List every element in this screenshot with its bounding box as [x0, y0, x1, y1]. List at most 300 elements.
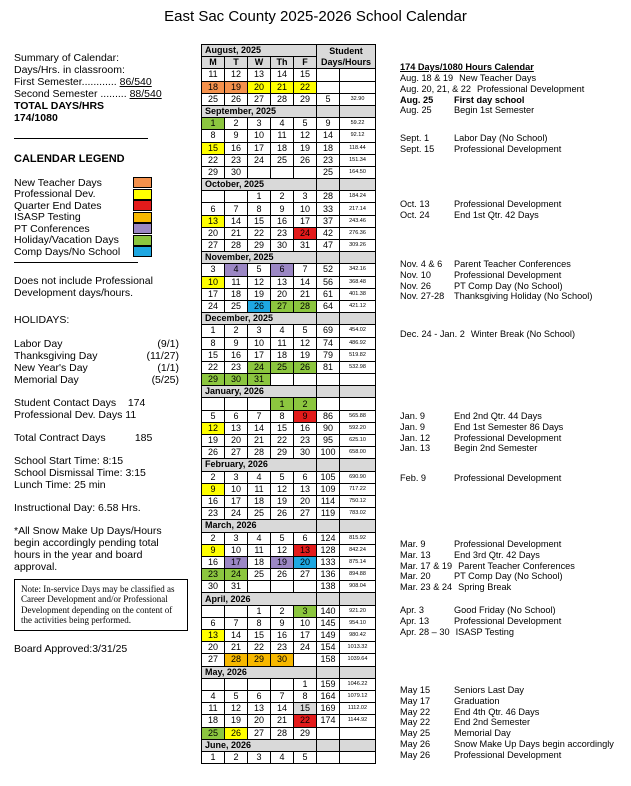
day-cell: [294, 654, 317, 666]
day-cell: 29: [248, 240, 271, 252]
event-item: [400, 73, 584, 84]
day-cell: 15: [202, 142, 225, 154]
day-cell: 23: [294, 435, 317, 447]
day-header: Th: [271, 57, 294, 69]
legend: [14, 177, 152, 258]
event-text: Parent Teacher Conferences: [458, 560, 575, 571]
holiday-item: [14, 374, 179, 386]
day-cell: 19: [225, 81, 248, 93]
student-cell: [317, 666, 340, 678]
legend-label: Professional Dev.: [14, 188, 96, 201]
day-cell: 11: [248, 483, 271, 495]
day-cell: 25: [271, 154, 294, 166]
second-semester-row: [14, 88, 196, 100]
student-days-count: 5: [317, 93, 340, 105]
student-days-count: 90: [317, 422, 340, 434]
day-cell: 23: [202, 508, 225, 520]
legend-item: [14, 223, 152, 235]
event-text: End 1st Semester 86 Days: [454, 421, 564, 432]
day-cell: 27: [202, 654, 225, 666]
hours-total: 815.92: [340, 532, 376, 544]
day-cell: [248, 581, 271, 593]
day-cell: 9: [294, 410, 317, 422]
student-days-count: 145: [317, 617, 340, 629]
day-cell: 29: [248, 654, 271, 666]
legend-swatch: [133, 223, 152, 234]
student-days-count: 28: [317, 191, 340, 203]
day-cell: 13: [294, 544, 317, 556]
holiday-date: (11/27): [146, 349, 179, 362]
day-cell: 18: [248, 556, 271, 568]
hours-total: 519.82: [340, 349, 376, 361]
day-cell: [225, 398, 248, 410]
day-cell: 19: [248, 288, 271, 300]
day-cell: 3: [248, 118, 271, 130]
day-cell: 2: [271, 191, 294, 203]
day-cell: 15: [271, 422, 294, 434]
day-cell: 24: [294, 227, 317, 239]
hours-total: 565.88: [340, 410, 376, 422]
event-text: End 2nd Semester: [454, 717, 531, 728]
student-days-count: 114: [317, 495, 340, 507]
student-days-count: 158: [317, 654, 340, 666]
prof-days-value: 11: [125, 408, 137, 421]
summary-subheading: Days/Hrs. in classroom:: [14, 64, 125, 76]
hours-total: 217.14: [340, 203, 376, 215]
event-date: May 26: [400, 749, 431, 760]
event-date: Apr. 3: [400, 605, 425, 615]
event-date: Sept. 1: [400, 133, 430, 143]
event-text: Parent Teacher Conferences: [454, 259, 571, 269]
hours-total: 164.50: [340, 166, 376, 178]
legend-label: PT Conferences: [14, 222, 90, 235]
student-days-count: 52: [317, 264, 340, 276]
day-cell: 12: [271, 544, 294, 556]
event-date: Dec. 24 - Jan. 2: [400, 329, 465, 339]
holiday-name: Memorial Day: [14, 373, 79, 386]
day-cell: 11: [202, 69, 225, 81]
day-cell: 1: [271, 398, 294, 410]
event-date: May 25: [400, 728, 431, 739]
day-cell: 2: [202, 471, 225, 483]
day-cell: 15: [248, 215, 271, 227]
student-days-count: [317, 751, 340, 763]
day-cell: 21: [225, 642, 248, 654]
day-cell: 13: [294, 483, 317, 495]
hours-total: 1039.64: [340, 654, 376, 666]
event-text: Labor Day (No School): [454, 133, 548, 143]
hours-cell: [340, 386, 376, 398]
day-cell: 20: [271, 288, 294, 300]
student-days-count: [317, 69, 340, 81]
legend-label: Holiday/Vacation Days: [14, 234, 119, 247]
hours-total: [340, 398, 376, 410]
legend-item: [14, 235, 152, 247]
day-cell: 26: [294, 361, 317, 373]
day-cell: 27: [294, 508, 317, 520]
day-cell: 4: [225, 264, 248, 276]
day-cell: 28: [294, 300, 317, 312]
day-cell: [202, 398, 225, 410]
day-cell: [225, 191, 248, 203]
second-semester-label: Second Semester .........: [14, 88, 127, 100]
student-days-count: 169: [317, 703, 340, 715]
student-days-count: 23: [317, 154, 340, 166]
day-cell: 26: [271, 569, 294, 581]
event-item: [400, 707, 614, 718]
day-cell: 19: [294, 142, 317, 154]
day-cell: 12: [271, 483, 294, 495]
day-cell: 30: [225, 166, 248, 178]
day-cell: 10: [225, 544, 248, 556]
day-cell: 20: [294, 495, 317, 507]
month-header: September, 2025: [202, 105, 317, 117]
hours-total: [340, 751, 376, 763]
day-cell: 4: [248, 471, 271, 483]
student-days-count: 133: [317, 556, 340, 568]
student-days-count: 149: [317, 630, 340, 642]
event-date: Sept. 15: [400, 143, 435, 154]
holiday-item: [14, 362, 179, 374]
month-header: February, 2026: [202, 459, 317, 471]
event-date: Feb. 9: [400, 473, 427, 483]
event-item: [400, 259, 592, 270]
holiday-date: (5/25): [151, 373, 179, 386]
event-date: Mar. 13: [400, 549, 431, 560]
day-cell: 7: [248, 410, 271, 422]
day-cell: 19: [202, 435, 225, 447]
day-cell: 29: [202, 166, 225, 178]
student-days-count: 164: [317, 690, 340, 702]
day-cell: 8: [271, 410, 294, 422]
day-cell: 14: [225, 215, 248, 227]
day-cell: 21: [248, 435, 271, 447]
day-cell: 23: [271, 642, 294, 654]
day-cell: 6: [271, 264, 294, 276]
event-item: [400, 582, 575, 593]
legend-swatch: [133, 200, 152, 211]
day-cell: 2: [225, 118, 248, 130]
day-cell: 20: [248, 715, 271, 727]
day-cell: 30: [225, 374, 248, 386]
event-item: [400, 95, 584, 106]
event-text: Seniors Last Day: [454, 685, 524, 695]
event-text: End 3rd Qtr. 42 Days: [454, 549, 540, 560]
day-cell: 11: [271, 130, 294, 142]
day-cell: 6: [202, 203, 225, 215]
day-cell: 9: [271, 203, 294, 215]
student-days-count: 109: [317, 483, 340, 495]
day-header: W: [248, 57, 271, 69]
student-days-count: 136: [317, 569, 340, 581]
day-cell: [294, 374, 317, 386]
student-days-count: 81: [317, 361, 340, 373]
day-cell: 6: [248, 690, 271, 702]
event-date: Jan. 13: [400, 443, 431, 454]
student-days-count: [317, 727, 340, 739]
day-cell: 14: [271, 703, 294, 715]
hours-total: 894.88: [340, 569, 376, 581]
event-text: Professional Development: [454, 539, 562, 549]
event-text: Professional Development: [454, 269, 562, 280]
hours-total: 32.90: [340, 93, 376, 105]
day-cell: 13: [225, 422, 248, 434]
day-cell: 10: [294, 203, 317, 215]
day-cell: 2: [202, 532, 225, 544]
day-cell: 12: [294, 337, 317, 349]
event-text: Good Friday (No School): [454, 605, 556, 615]
month-header: November, 2025: [202, 252, 317, 264]
day-cell: 24: [225, 508, 248, 520]
event-group: [400, 685, 614, 761]
legend-item: [14, 189, 152, 201]
event-date: Oct. 13: [400, 199, 430, 209]
day-cell: 7: [225, 617, 248, 629]
hours-total: 592.20: [340, 422, 376, 434]
event-text: End 2nd Qtr. 44 Days: [454, 411, 542, 421]
student-cell: [317, 739, 340, 751]
event-item: [400, 422, 563, 433]
day-cell: 4: [271, 325, 294, 337]
student-days-count: 56: [317, 276, 340, 288]
day-cell: 15: [202, 349, 225, 361]
student-days-count: 124: [317, 532, 340, 544]
hours-total: 980.42: [340, 630, 376, 642]
day-cell: 6: [202, 617, 225, 629]
legend-swatch: [133, 235, 152, 246]
student-days-count: 140: [317, 605, 340, 617]
day-cell: 26: [225, 727, 248, 739]
event-text: Spring Break: [458, 582, 512, 593]
month-header: October, 2025: [202, 179, 317, 191]
event-item: [400, 739, 614, 750]
event-text: New Teacher Days: [459, 73, 537, 83]
legend-swatch: [133, 177, 152, 188]
legend-swatch: [133, 246, 152, 257]
day-cell: 29: [294, 727, 317, 739]
event-text: Begin 2nd Semester: [454, 443, 538, 454]
day-cell: 6: [294, 471, 317, 483]
hours-total: 486.92: [340, 337, 376, 349]
student-days-count: 18: [317, 142, 340, 154]
event-date: Mar. 17 & 19: [400, 560, 453, 571]
event-text: Graduation: [454, 695, 500, 706]
day-cell: 11: [225, 276, 248, 288]
total-contract-value: 185: [134, 431, 153, 444]
day-cell: 16: [225, 142, 248, 154]
hours-total: 954.10: [340, 617, 376, 629]
hours-total: 750.12: [340, 495, 376, 507]
student-days-header: [317, 45, 376, 69]
day-cell: 28: [225, 654, 248, 666]
day-cell: 6: [225, 410, 248, 422]
day-cell: 31: [294, 240, 317, 252]
event-text: End 4th Qtr. 46 Days: [454, 706, 540, 717]
day-cell: 2: [225, 751, 248, 763]
event-date: Nov. 10: [400, 269, 431, 280]
hours-total: 625.10: [340, 435, 376, 447]
student-cell: [317, 105, 340, 117]
event-text: Professional Development: [454, 473, 562, 483]
day-cell: 9: [225, 337, 248, 349]
hours-total: 1046.22: [340, 678, 376, 690]
hours-total: 658.00: [340, 447, 376, 459]
day-cell: 3: [248, 325, 271, 337]
day-cell: 13: [202, 630, 225, 642]
day-cell: 22: [202, 154, 225, 166]
student-days-count: 25: [317, 166, 340, 178]
day-cell: 18: [225, 288, 248, 300]
day-cell: 9: [271, 617, 294, 629]
event-group: [400, 539, 575, 593]
day-cell: 5: [225, 690, 248, 702]
start-time: School Start Time: 8:15: [14, 454, 124, 467]
student-days-count: 61: [317, 288, 340, 300]
day-cell: 26: [248, 300, 271, 312]
hours-total: 717.22: [340, 483, 376, 495]
hours-total: 1013.32: [340, 642, 376, 654]
day-cell: 29: [202, 374, 225, 386]
event-text: Thanksgiving Holiday (No School): [454, 291, 593, 302]
day-cell: 19: [271, 556, 294, 568]
day-cell: 25: [202, 93, 225, 105]
day-cell: [271, 166, 294, 178]
holiday-item: [14, 350, 179, 362]
day-cell: 11: [248, 544, 271, 556]
legend-swatch: [133, 212, 152, 223]
day-cell: 28: [225, 240, 248, 252]
day-cell: 28: [271, 93, 294, 105]
day-cell: 22: [202, 361, 225, 373]
day-cell: 4: [271, 751, 294, 763]
calendar-table: [201, 44, 376, 764]
day-cell: 14: [294, 276, 317, 288]
day-cell: 24: [202, 300, 225, 312]
day-cell: 31: [225, 581, 248, 593]
day-cell: 27: [202, 240, 225, 252]
holidays-title: HOLIDAYS:: [14, 313, 70, 326]
day-cell: 21: [294, 288, 317, 300]
hours-total: 92.12: [340, 130, 376, 142]
day-cell: 10: [225, 483, 248, 495]
event-item: [400, 685, 614, 696]
day-cell: 12: [225, 69, 248, 81]
day-cell: 17: [248, 142, 271, 154]
day-cell: 1: [202, 325, 225, 337]
hours-total: 532.98: [340, 361, 376, 373]
day-cell: 13: [248, 69, 271, 81]
student-cell: [317, 386, 340, 398]
day-cell: 24: [225, 569, 248, 581]
day-cell: 18: [202, 715, 225, 727]
header-bottom: Days/Hours: [320, 56, 372, 67]
event-item: [400, 281, 592, 292]
day-cell: 5: [248, 264, 271, 276]
day-cell: [271, 374, 294, 386]
day-cell: 12: [225, 703, 248, 715]
day-cell: 1: [202, 118, 225, 130]
event-item: [400, 696, 614, 707]
day-cell: 20: [248, 81, 271, 93]
event-group: [400, 133, 561, 155]
day-header: F: [294, 57, 317, 69]
hours-total: 59.22: [340, 118, 376, 130]
hours-total: 1112.02: [340, 703, 376, 715]
month-header: December, 2025: [202, 313, 317, 325]
day-header: T: [225, 57, 248, 69]
hours-total: 401.38: [340, 288, 376, 300]
day-cell: [248, 678, 271, 690]
day-cell: 16: [294, 422, 317, 434]
day-cell: 10: [202, 276, 225, 288]
day-cell: 2: [271, 605, 294, 617]
day-cell: 3: [248, 751, 271, 763]
event-item: [400, 433, 563, 444]
day-cell: 30: [202, 581, 225, 593]
event-text: ISASP Testing: [455, 626, 514, 637]
dismissal-time: School Dismissal Time: 3:15: [14, 466, 146, 479]
event-item: [400, 84, 584, 95]
day-cell: 3: [225, 532, 248, 544]
day-cell: 22: [248, 227, 271, 239]
event-text: First day school: [454, 94, 525, 105]
day-cell: 25: [271, 361, 294, 373]
day-cell: 5: [271, 471, 294, 483]
hours-total: 421.12: [340, 300, 376, 312]
divider: [14, 138, 148, 139]
event-text: Professional Development: [454, 199, 562, 209]
event-item: [400, 411, 563, 422]
inservice-note: Note: In-service Days may be classified as Career Development and/or Professional Development depending on the content of the activities being performed.: [14, 579, 188, 631]
month-header: August, 2025: [202, 45, 317, 57]
event-item: [400, 291, 592, 302]
event-date: May 22: [400, 706, 431, 717]
events-title: 174 Days/1080 Hours Calendar: [400, 62, 534, 72]
day-cell: [248, 166, 271, 178]
holiday-item: [14, 338, 179, 350]
day-cell: 30: [271, 240, 294, 252]
event-text: Professional Development: [454, 143, 562, 154]
event-group: [400, 605, 561, 637]
page-title: East Sac County 2025-2026 School Calendar: [164, 8, 467, 25]
day-cell: 10: [294, 617, 317, 629]
event-item: [400, 571, 575, 582]
event-text: Professional Development: [454, 749, 562, 760]
day-cell: 28: [271, 727, 294, 739]
day-cell: 27: [294, 569, 317, 581]
month-header: January, 2026: [202, 386, 317, 398]
month-header: June, 2026: [202, 739, 317, 751]
day-cell: 31: [248, 374, 271, 386]
day-cell: 27: [271, 300, 294, 312]
month-header: March, 2026: [202, 520, 317, 532]
student-days-count: 33: [317, 203, 340, 215]
student-days-count: 128: [317, 544, 340, 556]
total-contract-label: Total Contract Days: [14, 431, 106, 444]
event-group: [400, 259, 592, 302]
day-cell: 3: [294, 191, 317, 203]
event-date: Nov. 26: [400, 280, 431, 291]
legend-label: Comp Days/No School: [14, 245, 121, 258]
student-cell: [317, 252, 340, 264]
student-days-count: 79: [317, 349, 340, 361]
event-date: Nov. 27-28: [400, 291, 445, 302]
day-cell: 29: [271, 447, 294, 459]
student-days-count: 47: [317, 240, 340, 252]
hours-total: 921.20: [340, 605, 376, 617]
day-cell: 24: [294, 642, 317, 654]
event-text: Professional Development: [454, 615, 562, 626]
